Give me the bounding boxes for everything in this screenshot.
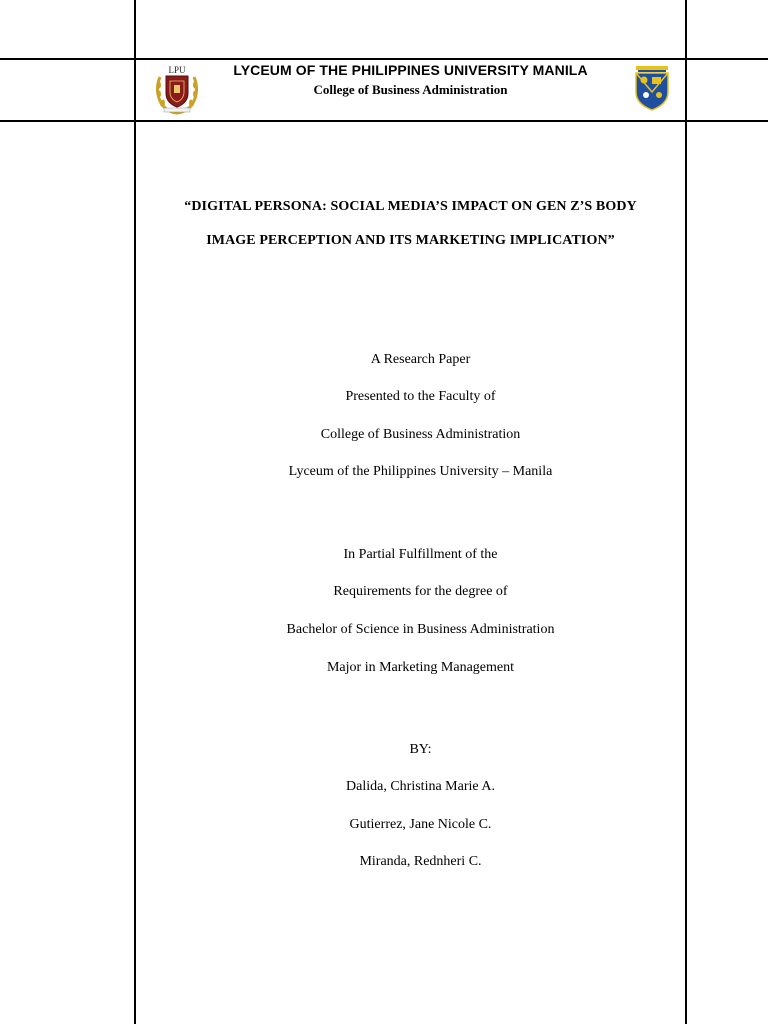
header-bottom-rule xyxy=(0,120,768,122)
fulfillment-line-1: In Partial Fulfillment of the xyxy=(343,547,498,562)
right-vertical-rule xyxy=(685,0,687,1024)
author-name: Gutierrez, Jane Nicole C. xyxy=(349,817,492,832)
university-name: LYCEUM OF THE PHILIPPINES UNIVERSITY MANILA xyxy=(233,62,588,78)
presentation-line-4: Lyceum of the Philippines University – Manila xyxy=(288,464,553,479)
presentation-line-1: A Research Paper xyxy=(370,352,471,367)
college-name: College of Business Administration xyxy=(313,82,508,97)
authors-label: BY: xyxy=(409,742,432,757)
lpu-seal-text: LPU xyxy=(168,65,186,75)
fulfillment-line-4: Major in Marketing Management xyxy=(326,660,514,675)
paper-title-line-2: IMAGE PERCEPTION AND ITS MARKETING IMPLICATION” xyxy=(206,233,615,248)
left-vertical-rule xyxy=(134,0,136,1024)
presentation-line-2: Presented to the Faculty of xyxy=(345,389,496,404)
header-top-rule xyxy=(0,58,768,60)
fulfillment-line-3: Bachelor of Science in Business Administration xyxy=(286,622,555,637)
author-name: Miranda, Rednheri C. xyxy=(359,854,482,869)
presentation-line-3: College of Business Administration xyxy=(320,427,521,442)
author-name: Dalida, Christina Marie A. xyxy=(346,779,495,794)
paper-title-line-1: “DIGITAL PERSONA: SOCIAL MEDIA’S IMPACT ON GEN Z’S BODY xyxy=(184,199,637,214)
fulfillment-line-2: Requirements for the degree of xyxy=(333,584,508,599)
